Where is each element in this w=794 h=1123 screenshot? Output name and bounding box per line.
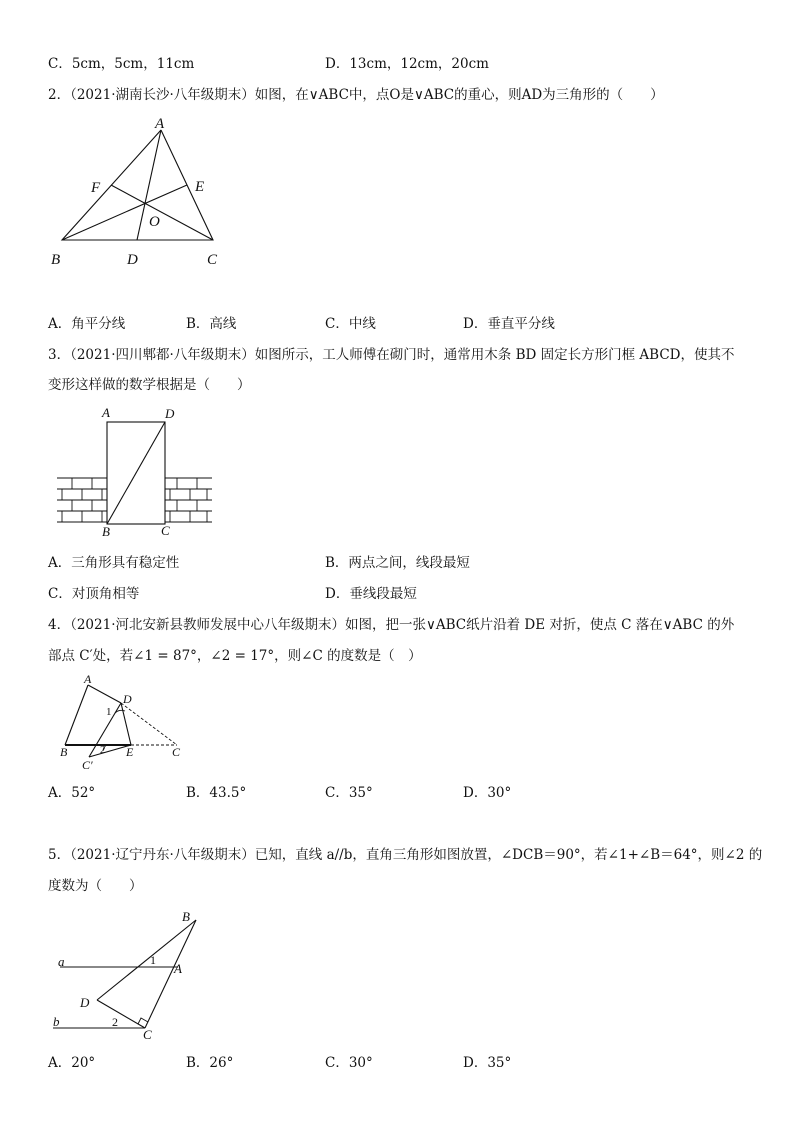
q3-label-a: A (102, 405, 110, 420)
q5-option-c: C．30° (325, 1055, 373, 1071)
q5-angle-2: 2 (112, 1015, 118, 1029)
q3-right-wall (165, 478, 212, 522)
q3-label-b: B (102, 524, 110, 539)
q2-label-c: C (207, 252, 218, 268)
q5-label-d: D (80, 995, 90, 1010)
q5-label-line-a: a (58, 954, 65, 969)
q3-option-a: A．三角形具有稳定性 (48, 555, 180, 571)
q2-option-b: B．高线 (186, 316, 237, 332)
q4-stem-line2: 部点 C′处，若∠1 = 87°，∠2 = 17°，则∠C 的度数是（ ） (48, 648, 422, 664)
q4-label-d: D (123, 692, 132, 706)
q5-angle-1: 1 (150, 953, 156, 967)
q2-label-b: B (51, 252, 61, 268)
q5-side-bd (97, 920, 196, 1000)
q4-angle-1: 1 (106, 706, 112, 718)
q4-option-d: D．30° (463, 785, 512, 801)
q4-label-b: B (60, 745, 68, 759)
q4-side-ab (65, 685, 88, 745)
q2-label-e: E (195, 179, 205, 195)
q2-figure (45, 112, 245, 282)
q2-triangle (62, 130, 213, 240)
q2-option-a: A．角平分线 (48, 316, 126, 332)
q3-left-wall (57, 478, 107, 522)
q4-label-cprime: C′ (82, 758, 93, 772)
q5-option-b: B．26° (186, 1055, 234, 1071)
q5-option-d: D．35° (463, 1055, 512, 1071)
q5-option-a: A．20° (48, 1055, 96, 1071)
q5-stem-line2: 度数为（ ） (48, 878, 143, 894)
q2-stem: 2．（2021·湖南长沙·八年级期末）如图，在∨ABC中，点O是∨ABC的重心，则AD为三角形的（ ） (48, 87, 664, 103)
q1-option-c: C．5cm，5cm，11cm (48, 56, 195, 72)
q2-label-d: D (127, 252, 138, 268)
q3-option-c: C．对顶角相等 (48, 586, 140, 602)
q2-option-d: D．垂直平分线 (463, 316, 555, 332)
q4-figure (55, 673, 205, 773)
q4-label-e: E (126, 745, 134, 759)
q3-option-b: B．两点之间，线段最短 (325, 555, 470, 571)
q4-option-a: A．52° (48, 785, 96, 801)
q2-label-o: O (149, 214, 160, 230)
q2-label-a: A (155, 116, 165, 132)
q5-right-angle-mark (138, 1018, 148, 1024)
q4-option-b: B．43.5° (186, 785, 247, 801)
q5-stem-line1: 5．（2021·辽宁丹东·八年级期末）已知，直线 a//b，直角三角形如图放置，∠DCB＝90°，若∠1+∠B＝64°，则∠2 的 (48, 847, 763, 863)
q3-brace-bd (107, 422, 165, 524)
q3-option-d: D．垂线段最短 (325, 586, 417, 602)
q3-stem-line2: 变形这样做的数学根据是（ ） (48, 377, 251, 393)
q4-label-a: A (84, 672, 92, 686)
q5-label-a-point: A (174, 961, 182, 976)
q2-option-c: C．中线 (325, 316, 376, 332)
q2-median-be (62, 185, 187, 240)
q3-figure (52, 405, 222, 540)
q3-stem-line1: 3．（2021·四川郫都·八年级期末）如图所示，工人师傅在砌门时，通常用木条 BD 固定长方形门框 ABCD，使其不 (48, 347, 735, 363)
q4-label-c: C (172, 745, 181, 759)
q4-angle-2: 2 (100, 744, 106, 756)
q3-label-d: D (165, 406, 175, 421)
q5-label-b-point: B (182, 909, 190, 924)
q5-label-line-b: b (53, 1014, 60, 1029)
q2-label-f: F (91, 180, 101, 196)
q3-label-c: C (161, 523, 170, 538)
q5-figure (50, 908, 220, 1048)
q4-option-c: C．35° (325, 785, 373, 801)
q1-option-d: D．13cm，12cm，20cm (325, 56, 489, 72)
q5-side-bc (145, 920, 196, 1028)
q4-side-ad (88, 685, 121, 703)
q4-stem-line1: 4．（2021·河北安新县教师发展中心八年级期末）如图，把一张∨ABC纸片沿着 DE 对折，使点 C 落在∨ABC 的外 (48, 617, 735, 633)
q5-label-c: C (143, 1027, 152, 1042)
